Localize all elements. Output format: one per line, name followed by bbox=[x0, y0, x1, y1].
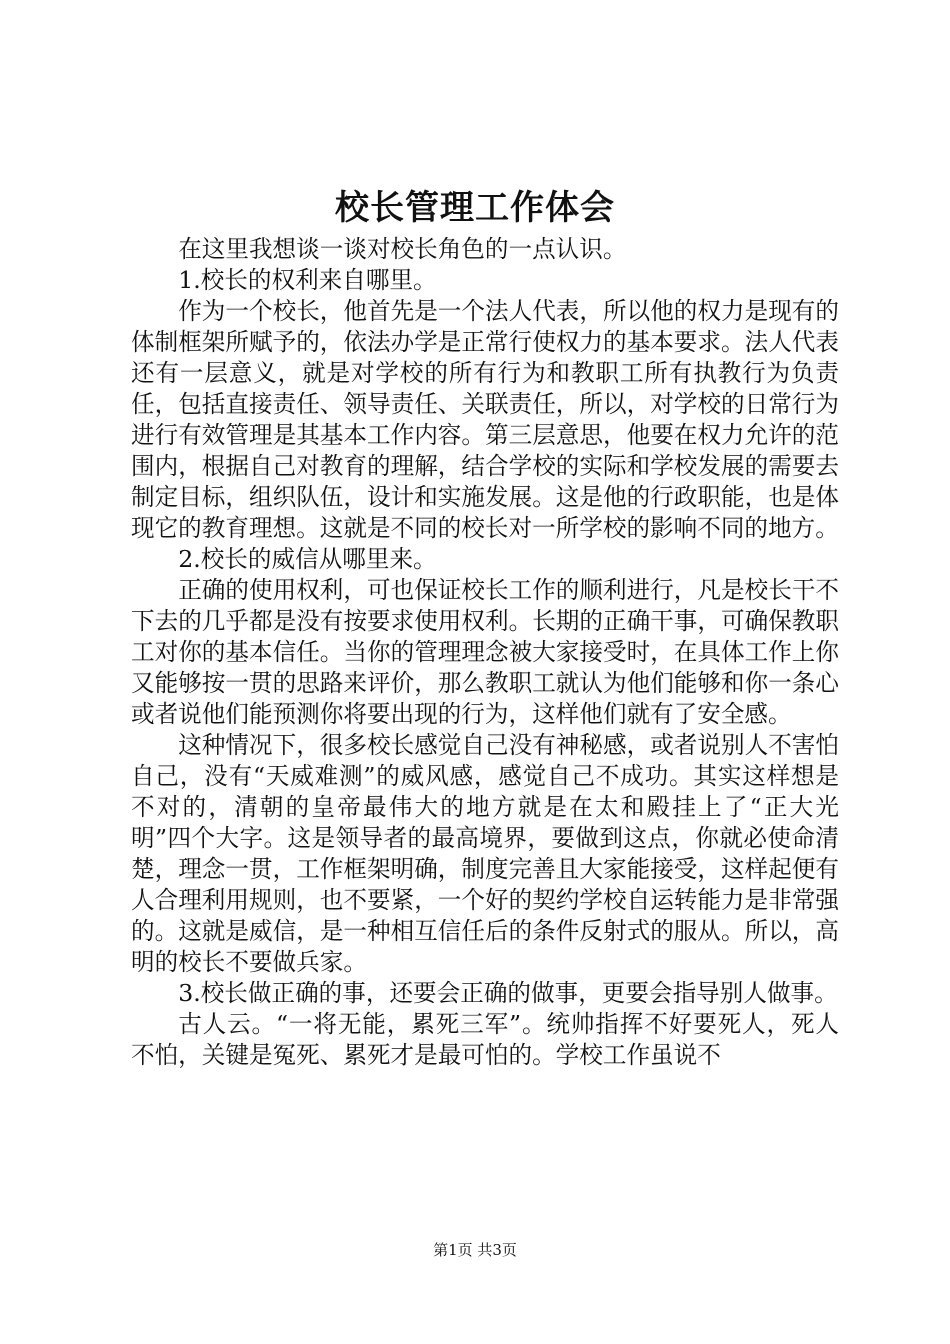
paragraph-intro: 在这里我想谈一谈对校长角色的一点认识。 bbox=[178, 235, 627, 263]
paragraph-1: 作为一个校长，他首先是一个法人代表，所以他的权力是现有的体制框架所赋予的，依法办学是正常行使权力的基本要求。法人代表还有一层意义，就是对学校的所有行为和教职工所有执教行为负责任，包括直接责任、领导责任、关联责任，所以，对学校的日常行为进行有效管理是其基本工作内容。第三层意思，他要在权力允许的范围内，根据自己对教育的理解，结合学校的实际和学校发展的需要去制定目标，组织队伍，设计和实施发展。这是他的行政职能，也是体现它的教育理想。这就是不同的校长对一所学校的影响不同的地方。 bbox=[131, 297, 839, 542]
paragraph-2: 正确的使用权利，可也保证校长工作的顺利进行，凡是校长干不下去的几乎都是没有按要求使用权利。长期的正确干事，可确保教职工对你的基本信任。当你的管理理念被大家接受时，在具体工作上你又能够按一贯的思路来评价，那么教职工就认为他们能够和你一条心或者说他们能预测你将要出现的行为，这样他们就有了安全感。 bbox=[131, 576, 839, 728]
document-title: 校长管理工作体会 bbox=[335, 188, 615, 228]
paragraph-4: 古人云。“一将无能，累死三军”。统帅指挥不好要死人，死人不怕，关键是冤死、累死才是最可怕的。学校工作虽说不 bbox=[131, 1010, 839, 1069]
page-footer: 第1页 共3页 bbox=[433, 1241, 517, 1259]
heading-3: 3.校长做正确的事，还要会正确的做事，更要会指导别人做事。 bbox=[178, 979, 838, 1007]
paragraph-3: 这种情况下，很多校长感觉自己没有神秘感，或者说别人不害怕自己，没有“天威难测”的威风感，感觉自己不成功。其实这样想是不对的，清朝的皇帝最伟大的地方就是在太和殿挂上了“正大光明”四个大字。这是领导者的最高境界，要做到这点，你就必使命清楚，理念一贯，工作框架明确，制度完善且大家能接受，这样起便有人合理利用规则，也不要紧，一个好的契约学校自运转能力是非常强的。这就是威信，是一种相互信任后的条件反射式的服从。所以，高明的校长不要做兵家。 bbox=[131, 731, 839, 976]
document-body bbox=[131, 234, 839, 1071]
heading-1: 1.校长的权利来自哪里。 bbox=[178, 266, 437, 294]
heading-2: 2.校长的威信从哪里来。 bbox=[178, 545, 437, 573]
